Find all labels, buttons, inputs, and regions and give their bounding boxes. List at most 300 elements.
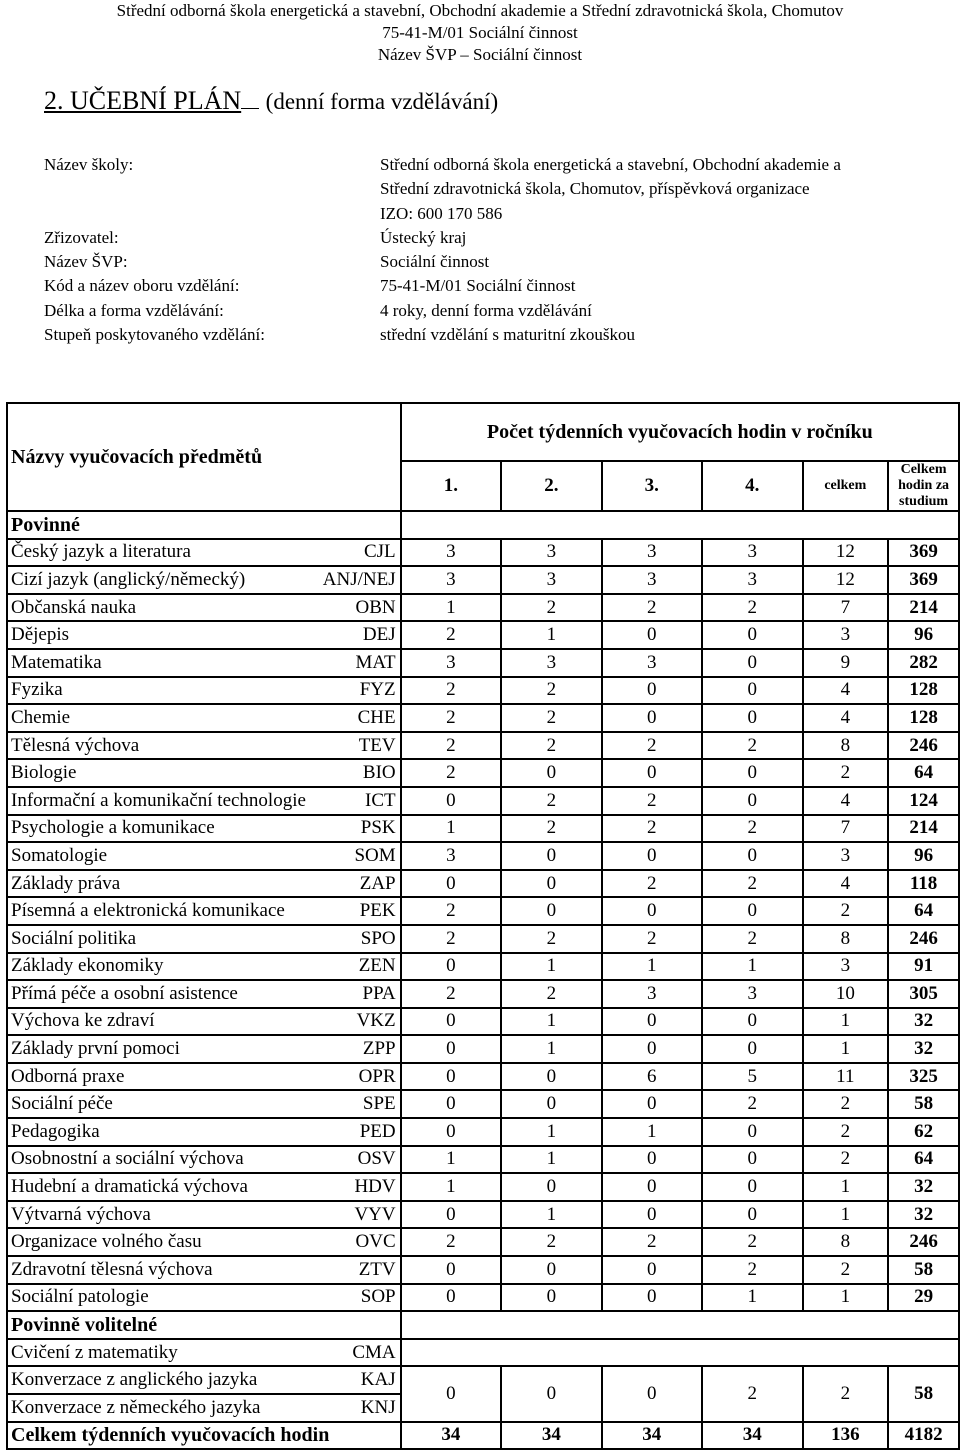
- year-hours: 1: [401, 815, 501, 843]
- table-row: [7, 1118, 959, 1146]
- subject-cell: [7, 1063, 401, 1091]
- table-row: [7, 1063, 959, 1091]
- subject-name: Organizace volného času: [11, 1231, 202, 1253]
- year-hours: 1: [501, 953, 601, 981]
- year-hours: 2: [501, 594, 601, 622]
- subject-code: OVC: [355, 1231, 396, 1253]
- subject-cell: [7, 1035, 401, 1063]
- header-celkem: celkem: [803, 461, 889, 511]
- celkem-value: 1: [803, 1035, 889, 1063]
- table-row: [7, 621, 959, 649]
- table-row: [7, 649, 959, 677]
- year-hours: 0: [702, 1118, 802, 1146]
- year-hours: 0: [602, 1146, 702, 1174]
- subject-code: SOP: [360, 1286, 396, 1308]
- header-year: 1.: [401, 461, 501, 511]
- subject-cell: [7, 1256, 401, 1284]
- year-hours: 3: [602, 980, 702, 1008]
- year-hours: 0: [602, 704, 702, 732]
- year-hours: 0: [702, 704, 802, 732]
- total-year-hours: 34: [702, 1422, 802, 1450]
- total-study-value: 64: [888, 1146, 959, 1174]
- table-row: [7, 953, 959, 981]
- page-title: [44, 86, 498, 116]
- total-row: [7, 1422, 959, 1450]
- year-hours: 0: [602, 842, 702, 870]
- table-row: [7, 732, 959, 760]
- subject-cell: [7, 980, 401, 1008]
- subject-name: Fyzika: [11, 679, 63, 701]
- info-value: střední vzdělání s maturitní zkouškou: [380, 325, 635, 345]
- year-hours: 3: [602, 539, 702, 567]
- subject-code: PEK: [359, 900, 396, 922]
- year-hours: 0: [401, 1090, 501, 1118]
- year-hours: 0: [401, 870, 501, 898]
- total-study-value: 369: [888, 539, 959, 567]
- year-hours: 0: [602, 1008, 702, 1036]
- info-row: [44, 323, 841, 347]
- celkem-value: 3: [803, 842, 889, 870]
- year-hours: 2: [602, 925, 702, 953]
- celkem-value: 8: [803, 925, 889, 953]
- subject-code: ICT: [365, 789, 396, 811]
- total-year-hours: 34: [401, 1422, 501, 1450]
- info-row: [44, 202, 841, 226]
- year-hours: 2: [501, 704, 601, 732]
- year-hours: 2: [401, 980, 501, 1008]
- year-hours: 0: [501, 1284, 601, 1312]
- info-value: 4 roky, denní forma vzdělávání: [380, 300, 592, 320]
- year-hours: 1: [401, 1146, 501, 1174]
- year-hours: 2: [401, 925, 501, 953]
- total-study-value: 214: [888, 815, 959, 843]
- total-study-value: 64: [888, 759, 959, 787]
- subject-code: OPR: [358, 1065, 396, 1087]
- year-hours: 2: [702, 1366, 802, 1421]
- year-hours: 1: [501, 1118, 601, 1146]
- section-row: [7, 511, 959, 539]
- year-hours: 0: [401, 1256, 501, 1284]
- subject-name: Tělesná výchova: [11, 734, 140, 756]
- subject-cell: [7, 925, 401, 953]
- year-hours: 0: [602, 1201, 702, 1229]
- subject-code: VYV: [354, 1203, 396, 1225]
- year-hours: 0: [602, 897, 702, 925]
- info-label: Zřizovatel:: [44, 227, 119, 247]
- subject-code: ZTV: [358, 1258, 396, 1280]
- subject-code: SPE: [362, 1093, 396, 1115]
- year-hours: 0: [401, 1366, 501, 1421]
- total-study-value: 32: [888, 1008, 959, 1036]
- year-hours: 3: [702, 566, 802, 594]
- total-study-value: 29: [888, 1284, 959, 1312]
- table-row: [7, 925, 959, 953]
- total-study-value: 369: [888, 566, 959, 594]
- subject-code: ZPP: [362, 1038, 396, 1060]
- subject-name: Biologie: [11, 762, 77, 784]
- year-hours: 0: [702, 621, 802, 649]
- subject-code: MAT: [355, 651, 396, 673]
- subject-name: Základy první pomoci: [11, 1038, 180, 1060]
- year-hours: 0: [401, 953, 501, 981]
- year-hours: 0: [702, 649, 802, 677]
- subject-cell: [7, 1146, 401, 1174]
- year-hours: 2: [702, 594, 802, 622]
- year-hours: 0: [501, 897, 601, 925]
- subject-cell: [7, 1228, 401, 1256]
- year-hours: 2: [501, 925, 601, 953]
- celkem-value: 9: [803, 649, 889, 677]
- year-hours: 0: [401, 1035, 501, 1063]
- info-row: [44, 177, 841, 201]
- info-value: Sociální činnost: [380, 252, 490, 272]
- year-hours: 0: [602, 1366, 702, 1421]
- year-hours: 3: [702, 539, 802, 567]
- subject-cell: [7, 1118, 401, 1146]
- year-hours: 2: [501, 815, 601, 843]
- subject-name: Písemná a elektronická komunikace: [11, 900, 285, 922]
- info-row: [44, 153, 841, 177]
- year-hours: 0: [401, 1201, 501, 1229]
- celkem-value: 12: [803, 566, 889, 594]
- year-hours: 2: [401, 1228, 501, 1256]
- section-row: [7, 1311, 959, 1339]
- subject-code: ZEN: [358, 955, 396, 977]
- total-study-value: 58: [888, 1090, 959, 1118]
- celkem-value: 4: [803, 704, 889, 732]
- subject-name: Přímá péče a osobní asistence: [11, 982, 238, 1004]
- year-hours: 0: [702, 759, 802, 787]
- total-year-hours: 34: [501, 1422, 601, 1450]
- total-study-value: 58: [888, 1366, 959, 1421]
- year-hours: 0: [501, 1063, 601, 1091]
- total-study-value: 128: [888, 677, 959, 705]
- subject-name: Konverzace z německého jazyka: [11, 1396, 261, 1418]
- year-hours: 1: [702, 1284, 802, 1312]
- subject-code: KAJ: [360, 1369, 396, 1391]
- year-hours: 2: [401, 621, 501, 649]
- celkem-value: 2: [803, 1118, 889, 1146]
- year-hours: 0: [702, 1173, 802, 1201]
- subject-cell: [7, 815, 401, 843]
- year-hours: 6: [602, 1063, 702, 1091]
- celkem-value: 3: [803, 621, 889, 649]
- table-row: [7, 1173, 959, 1201]
- table-row: [7, 1284, 959, 1312]
- table-row: [7, 566, 959, 594]
- table-row: [7, 539, 959, 567]
- year-hours: 0: [702, 787, 802, 815]
- subject-name: Somatologie: [11, 844, 108, 866]
- subject-cell: [7, 1339, 401, 1367]
- total-study-value: 214: [888, 594, 959, 622]
- table-row: [7, 897, 959, 925]
- subject-code: TEV: [358, 734, 396, 756]
- subject-name: Výchova ke zdraví: [11, 1010, 155, 1032]
- year-hours: 0: [702, 1146, 802, 1174]
- year-hours: 2: [401, 677, 501, 705]
- table-row: [7, 677, 959, 705]
- year-hours: 3: [401, 539, 501, 567]
- header-year: 4.: [702, 461, 802, 511]
- subject-code: CJL: [363, 541, 396, 563]
- year-hours: 0: [401, 1063, 501, 1091]
- table-row: [7, 980, 959, 1008]
- year-hours: 2: [602, 1228, 702, 1256]
- total-study: 4182: [888, 1422, 959, 1450]
- subject-code: HDV: [354, 1176, 396, 1198]
- celkem-value: 2: [803, 1146, 889, 1174]
- year-hours: 0: [501, 842, 601, 870]
- subject-code: PSK: [360, 817, 396, 839]
- year-hours: 0: [702, 1201, 802, 1229]
- table-row: [7, 870, 959, 898]
- table-row: [7, 1339, 959, 1367]
- subject-cell: [7, 897, 401, 925]
- year-hours: 0: [501, 1256, 601, 1284]
- celkem-value: 11: [803, 1063, 889, 1091]
- year-hours: 3: [501, 649, 601, 677]
- subject-cell: [7, 1201, 401, 1229]
- year-hours: 2: [602, 787, 702, 815]
- subject-name: Základy ekonomiky: [11, 955, 164, 977]
- celkem-value: 8: [803, 1228, 889, 1256]
- subject-code: ANJ/NEJ: [322, 568, 396, 590]
- celkem-value: 1: [803, 1008, 889, 1036]
- celkem-value: 2: [803, 1090, 889, 1118]
- celkem-value: 2: [803, 1366, 889, 1421]
- year-hours: 2: [501, 732, 601, 760]
- subject-cell: [7, 732, 401, 760]
- year-hours: 2: [702, 1090, 802, 1118]
- total-study-value: 246: [888, 925, 959, 953]
- subject-cell: [7, 1366, 401, 1394]
- subject-code: PPA: [362, 982, 396, 1004]
- subject-cell: [7, 1008, 401, 1036]
- info-value: IZO: 600 170 586: [380, 203, 503, 223]
- table-cell: [401, 1339, 959, 1367]
- year-hours: 3: [602, 649, 702, 677]
- subject-cell: [7, 539, 401, 567]
- header-school: Střední odborná škola energetická a stavební, Obchodní akademie a Střední zdravotnická škola, Chomutov: [116, 1, 844, 20]
- info-value: Ústecký kraj: [380, 227, 467, 247]
- info-label: Název školy:: [44, 155, 134, 174]
- total-study-value: 62: [888, 1118, 959, 1146]
- year-hours: 0: [401, 1008, 501, 1036]
- celkem-value: 4: [803, 870, 889, 898]
- subject-name: Psychologie a komunikace: [11, 817, 215, 839]
- section-optional: Povinně volitelné: [7, 1311, 401, 1339]
- info-label: Název ŠVP:: [44, 252, 128, 272]
- subject-name: Výtvarná výchova: [11, 1203, 151, 1225]
- subject-code: VKZ: [356, 1010, 396, 1032]
- total-study-value: 118: [888, 870, 959, 898]
- total-study-value: 58: [888, 1256, 959, 1284]
- year-hours: 3: [401, 649, 501, 677]
- subject-name: Cizí jazyk (anglický/německý): [11, 568, 246, 590]
- year-hours: 0: [602, 677, 702, 705]
- year-hours: 2: [602, 815, 702, 843]
- table-row: [7, 1366, 959, 1394]
- table-row: [7, 787, 959, 815]
- celkem-value: 4: [803, 677, 889, 705]
- celkem-value: 7: [803, 815, 889, 843]
- table-row: [7, 1008, 959, 1036]
- total-label: Celkem týdenních vyučovacích hodin: [7, 1422, 401, 1450]
- celkem-value: 1: [803, 1201, 889, 1229]
- year-hours: 2: [702, 925, 802, 953]
- subject-cell: [7, 759, 401, 787]
- year-hours: 0: [401, 1118, 501, 1146]
- total-study-value: 246: [888, 732, 959, 760]
- year-hours: 2: [602, 594, 702, 622]
- subject-code: CHE: [357, 706, 396, 728]
- year-hours: 5: [702, 1063, 802, 1091]
- year-hours: 0: [602, 1035, 702, 1063]
- year-hours: 2: [501, 980, 601, 1008]
- subject-cell: [7, 1394, 401, 1422]
- header-year: 3.: [602, 461, 702, 511]
- year-hours: 0: [702, 842, 802, 870]
- total-study-value: 96: [888, 621, 959, 649]
- subject-cell: [7, 1173, 401, 1201]
- year-hours: 1: [401, 594, 501, 622]
- subject-cell: [7, 953, 401, 981]
- table-row: [7, 1256, 959, 1284]
- subject-name: Občanská nauka: [11, 596, 137, 618]
- subject-cell: [7, 649, 401, 677]
- year-hours: 1: [501, 1201, 601, 1229]
- subject-cell: [7, 842, 401, 870]
- year-hours: 1: [602, 953, 702, 981]
- year-hours: 2: [702, 870, 802, 898]
- subject-code: SPO: [360, 927, 396, 949]
- year-hours: 0: [602, 1284, 702, 1312]
- subject-name: Zdravotní tělesná výchova: [11, 1258, 213, 1280]
- year-hours: 0: [702, 1008, 802, 1036]
- year-hours: 3: [702, 980, 802, 1008]
- year-hours: 2: [401, 759, 501, 787]
- celkem-value: 2: [803, 759, 889, 787]
- subject-cell: [7, 870, 401, 898]
- document-header: [0, 0, 960, 66]
- table-row: [7, 1201, 959, 1229]
- info-label: Délka a forma vzdělávání:: [44, 300, 224, 320]
- subject-code: KNJ: [360, 1396, 396, 1418]
- celkem-value: 12: [803, 539, 889, 567]
- year-hours: 0: [501, 1090, 601, 1118]
- year-hours: 1: [702, 953, 802, 981]
- total-year-hours: 34: [602, 1422, 702, 1450]
- year-hours: 0: [602, 621, 702, 649]
- table-cell: [401, 1311, 959, 1339]
- total-study-value: 32: [888, 1201, 959, 1229]
- info-row: [44, 250, 841, 274]
- table-row: [7, 815, 959, 843]
- celkem-value: 10: [803, 980, 889, 1008]
- year-hours: 2: [702, 1228, 802, 1256]
- info-label: Kód a název oboru vzdělání:: [44, 276, 240, 296]
- year-hours: 3: [602, 566, 702, 594]
- table-row: [7, 594, 959, 622]
- table-row: [7, 1035, 959, 1063]
- header-total-study: Celkem hodin za studium: [888, 461, 959, 511]
- year-hours: 0: [401, 787, 501, 815]
- celkem-value: 8: [803, 732, 889, 760]
- year-hours: 1: [602, 1118, 702, 1146]
- year-hours: 0: [602, 1256, 702, 1284]
- info-value: 75-41-M/01 Sociální činnost: [380, 276, 576, 296]
- subject-cell: [7, 621, 401, 649]
- subject-code: FYZ: [359, 679, 396, 701]
- subject-cell: [7, 594, 401, 622]
- year-hours: 2: [702, 1256, 802, 1284]
- table-header-row: [7, 403, 959, 461]
- subject-code: PED: [359, 1120, 396, 1142]
- subject-name: Hudební a dramatická výchova: [11, 1176, 248, 1198]
- table-cell: [401, 511, 959, 539]
- celkem-value: 1: [803, 1284, 889, 1312]
- info-label: [44, 177, 380, 201]
- subject-name: Chemie: [11, 706, 71, 728]
- table-row: [7, 1090, 959, 1118]
- year-hours: 1: [401, 1173, 501, 1201]
- year-hours: 0: [501, 1366, 601, 1421]
- year-hours: 2: [501, 677, 601, 705]
- subject-name: Sociální politika: [11, 927, 137, 949]
- year-hours: 0: [702, 1035, 802, 1063]
- header-svp: Název ŠVP – Sociální činnost: [377, 45, 583, 64]
- total-study-value: 32: [888, 1173, 959, 1201]
- subject-name: Konverzace z anglického jazyka: [11, 1369, 258, 1391]
- subject-name: Informační a komunikační technologie: [11, 789, 306, 811]
- celkem-value: 2: [803, 897, 889, 925]
- subject-code: ZAP: [359, 872, 396, 894]
- year-hours: 2: [501, 1228, 601, 1256]
- subject-name: Základy práva: [11, 872, 121, 894]
- year-hours: 2: [702, 815, 802, 843]
- header-weekly-hours: Počet týdenních vyučovacích hodin v ročníku: [401, 403, 959, 461]
- total-study-value: 325: [888, 1063, 959, 1091]
- total-study-value: 96: [888, 842, 959, 870]
- year-hours: 0: [401, 1284, 501, 1312]
- year-hours: 3: [401, 566, 501, 594]
- table-row: [7, 1228, 959, 1256]
- title-main: 2. UČEBNÍ PLÁN: [44, 86, 242, 115]
- subject-name: Pedagogika: [11, 1120, 100, 1142]
- year-hours: 0: [501, 759, 601, 787]
- title-sub: (denní forma vzdělávání): [265, 89, 499, 114]
- header-year: 2.: [501, 461, 601, 511]
- year-hours: 2: [401, 732, 501, 760]
- year-hours: 0: [602, 1173, 702, 1201]
- section-required: Povinné: [7, 511, 401, 539]
- subject-name: Osobnostní a sociální výchova: [11, 1148, 244, 1170]
- celkem-value: 7: [803, 594, 889, 622]
- year-hours: 0: [602, 759, 702, 787]
- subject-name: Cvičení z matematiky: [11, 1341, 178, 1363]
- table-row: [7, 842, 959, 870]
- total-study-value: 91: [888, 953, 959, 981]
- year-hours: 0: [602, 1090, 702, 1118]
- year-hours: 1: [501, 1008, 601, 1036]
- year-hours: 2: [602, 732, 702, 760]
- year-hours: 0: [702, 897, 802, 925]
- subject-name: Matematika: [11, 651, 102, 673]
- year-hours: 1: [501, 621, 601, 649]
- subject-code: DEJ: [362, 624, 396, 646]
- year-hours: 3: [401, 842, 501, 870]
